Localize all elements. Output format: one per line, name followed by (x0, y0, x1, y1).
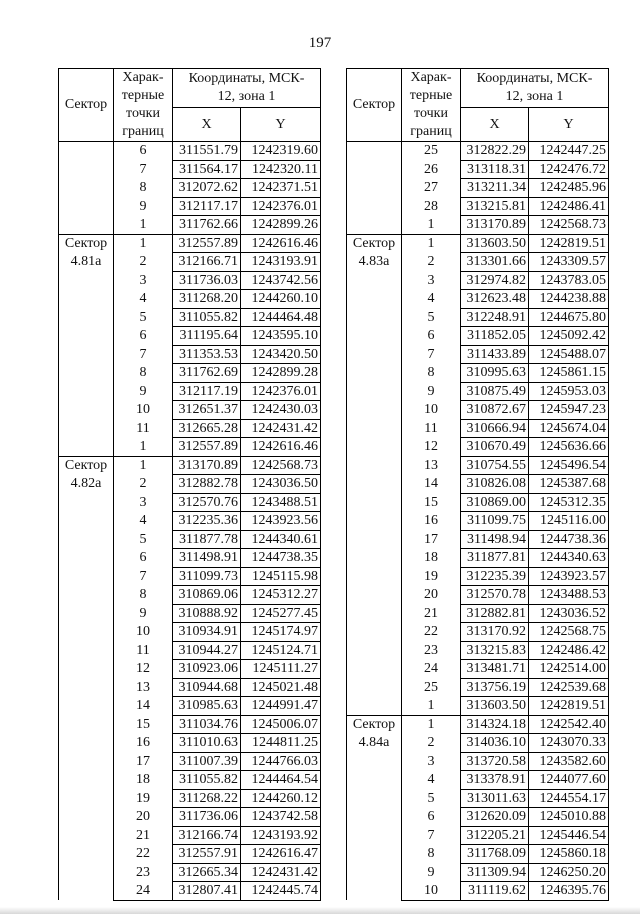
y-cell: 1244260.12 (241, 789, 321, 808)
x-cell: 312235.39 (461, 567, 529, 586)
y-cell: 1244991.47 (241, 697, 321, 716)
sector-label-line1: Сектор (352, 716, 396, 732)
x-cell: 313301.66 (461, 253, 529, 272)
point-cell: 5 (114, 308, 173, 327)
x-cell: 311877.81 (461, 549, 529, 568)
x-cell: 311309.94 (461, 863, 529, 882)
y-cell: 1245387.68 (529, 475, 609, 494)
point-cell: 12 (114, 660, 173, 679)
sector-cell (347, 142, 402, 235)
x-cell: 313756.19 (461, 678, 529, 697)
y-cell: 1243193.92 (241, 826, 321, 845)
sector-label-line2: 4.84а (358, 735, 390, 750)
y-cell: 1243923.56 (241, 512, 321, 531)
table-row (347, 234, 609, 253)
header-x: X (461, 108, 529, 142)
point-cell: 10 (114, 401, 173, 420)
point-cell: 25 (402, 678, 461, 697)
x-cell: 313720.58 (461, 752, 529, 771)
point-cell: 1 (402, 234, 461, 253)
sector-cell (59, 234, 114, 456)
y-cell: 1243036.50 (241, 475, 321, 494)
point-cell: 15 (114, 715, 173, 734)
point-cell: 6 (402, 327, 461, 346)
y-cell: 1245312.35 (529, 493, 609, 512)
sector-cell (347, 234, 402, 715)
y-cell: 1245006.07 (241, 715, 321, 734)
y-cell: 1244766.03 (241, 752, 321, 771)
x-cell: 311852.05 (461, 327, 529, 346)
y-cell: 1246250.20 (529, 863, 609, 882)
y-cell: 1242371.51 (241, 179, 321, 198)
x-cell: 311055.82 (173, 308, 241, 327)
point-cell: 14 (402, 475, 461, 494)
y-cell: 1243193.91 (241, 253, 321, 272)
point-cell: 11 (114, 641, 173, 660)
x-cell: 313481.71 (461, 660, 529, 679)
table-body-right (347, 142, 609, 901)
point-cell: 16 (402, 512, 461, 531)
y-cell: 1244464.54 (241, 771, 321, 790)
x-cell: 311551.79 (173, 142, 241, 161)
y-cell: 1245010.88 (529, 808, 609, 827)
table-row (59, 234, 321, 253)
y-cell: 1245446.54 (529, 826, 609, 845)
header-points-line4: границ (122, 124, 164, 139)
point-cell: 21 (402, 604, 461, 623)
x-cell: 312205.21 (461, 826, 529, 845)
y-cell: 1242819.51 (529, 697, 609, 716)
point-cell: 8 (402, 845, 461, 864)
y-cell: 1242568.75 (529, 623, 609, 642)
header-sector: Сектор (347, 69, 402, 142)
header-points-line2: терные (121, 88, 165, 103)
point-cell: 2 (114, 253, 173, 272)
x-cell: 312623.48 (461, 290, 529, 309)
x-cell: 311268.22 (173, 789, 241, 808)
y-cell: 1245021.48 (241, 678, 321, 697)
point-cell: 9 (114, 382, 173, 401)
x-cell: 312557.89 (173, 234, 241, 253)
x-cell: 310869.00 (461, 493, 529, 512)
point-cell: 4 (114, 290, 173, 309)
point-cell: 27 (402, 179, 461, 198)
x-cell: 311353.53 (173, 345, 241, 364)
point-cell: 9 (114, 604, 173, 623)
y-cell: 1242445.74 (241, 882, 321, 901)
x-cell: 311099.75 (461, 512, 529, 531)
point-cell: 7 (114, 160, 173, 179)
x-cell: 311055.82 (173, 771, 241, 790)
point-cell: 17 (402, 530, 461, 549)
x-cell: 310944.27 (173, 641, 241, 660)
point-cell: 1 (402, 715, 461, 734)
x-cell: 313118.31 (461, 160, 529, 179)
point-cell: 3 (114, 493, 173, 512)
y-cell: 1242616.47 (241, 845, 321, 864)
page-bottom-edge (0, 907, 640, 914)
table-row (59, 142, 321, 161)
x-cell: 312557.91 (173, 845, 241, 864)
y-cell: 1242486.42 (529, 641, 609, 660)
table-row (347, 142, 609, 161)
y-cell: 1243070.33 (529, 734, 609, 753)
point-cell: 13 (402, 456, 461, 475)
x-cell: 312248.91 (461, 308, 529, 327)
y-cell: 1245111.27 (241, 660, 321, 679)
y-cell: 1245861.15 (529, 364, 609, 383)
y-cell: 1244260.10 (241, 290, 321, 309)
y-cell: 1242319.60 (241, 142, 321, 161)
point-cell: 7 (114, 345, 173, 364)
sector-cell (59, 142, 114, 235)
x-cell: 313603.50 (461, 697, 529, 716)
y-cell: 1242568.73 (529, 216, 609, 235)
x-cell: 310934.91 (173, 623, 241, 642)
y-cell: 1244340.63 (529, 549, 609, 568)
point-cell: 20 (114, 808, 173, 827)
point-cell: 14 (114, 697, 173, 716)
x-cell: 313215.83 (461, 641, 529, 660)
y-cell: 1243420.50 (241, 345, 321, 364)
point-cell: 1 (114, 456, 173, 475)
table-body-left (59, 142, 321, 901)
point-cell: 9 (402, 863, 461, 882)
point-cell: 20 (402, 586, 461, 605)
x-cell: 312807.41 (173, 882, 241, 901)
x-cell: 312235.36 (173, 512, 241, 531)
x-cell: 312665.28 (173, 419, 241, 438)
y-cell: 1244738.35 (241, 549, 321, 568)
point-cell: 3 (402, 271, 461, 290)
point-cell: 2 (114, 475, 173, 494)
point-cell: 19 (402, 567, 461, 586)
point-cell: 6 (114, 549, 173, 568)
point-cell: 4 (402, 771, 461, 790)
x-cell: 310923.06 (173, 660, 241, 679)
x-cell: 310754.55 (461, 456, 529, 475)
header-sector: Сектор (59, 69, 114, 142)
y-cell: 1242376.01 (241, 197, 321, 216)
point-cell: 5 (402, 308, 461, 327)
point-cell: 24 (402, 660, 461, 679)
sector-cell (59, 456, 114, 900)
y-cell: 1246395.76 (529, 882, 609, 901)
y-cell: 1242542.40 (529, 715, 609, 734)
header-coordinates-line1: Координаты, МСК- (476, 71, 593, 86)
point-cell: 8 (114, 364, 173, 383)
y-cell: 1243488.53 (529, 586, 609, 605)
x-cell: 312665.34 (173, 863, 241, 882)
y-cell: 1245174.97 (241, 623, 321, 642)
x-cell: 312117.19 (173, 382, 241, 401)
x-cell: 310888.92 (173, 604, 241, 623)
y-cell: 1245860.18 (529, 845, 609, 864)
x-cell: 312620.09 (461, 808, 529, 827)
x-cell: 311736.03 (173, 271, 241, 290)
y-cell: 1243309.57 (529, 253, 609, 272)
x-cell: 310872.67 (461, 401, 529, 420)
y-cell: 1245115.98 (241, 567, 321, 586)
point-cell: 23 (114, 863, 173, 882)
x-cell: 311877.78 (173, 530, 241, 549)
y-cell: 1245947.23 (529, 401, 609, 420)
header-points-line2: терные (409, 88, 453, 103)
header-coordinates (173, 69, 321, 108)
x-cell: 310666.94 (461, 419, 529, 438)
y-cell: 1243036.52 (529, 604, 609, 623)
y-cell: 1243488.51 (241, 493, 321, 512)
header-points-line1: Харак- (410, 70, 452, 85)
y-cell: 1244811.25 (241, 734, 321, 753)
y-cell: 1245674.04 (529, 419, 609, 438)
sector-label-line2: 4.83а (358, 254, 390, 269)
y-cell: 1243595.10 (241, 327, 321, 346)
y-cell: 1242485.96 (529, 179, 609, 198)
x-cell: 314324.18 (461, 715, 529, 734)
point-cell: 1 (114, 216, 173, 235)
point-cell: 28 (402, 197, 461, 216)
x-cell: 311007.39 (173, 752, 241, 771)
x-cell: 311736.06 (173, 808, 241, 827)
x-cell: 312570.78 (461, 586, 529, 605)
header-y: Y (241, 108, 321, 142)
table-row (347, 715, 609, 734)
y-cell: 1242899.26 (241, 216, 321, 235)
x-cell: 313170.89 (173, 456, 241, 475)
point-cell: 22 (402, 623, 461, 642)
point-cell: 23 (402, 641, 461, 660)
x-cell: 313011.63 (461, 789, 529, 808)
y-cell: 1242431.42 (241, 419, 321, 438)
y-cell: 1245312.27 (241, 586, 321, 605)
point-cell: 15 (402, 493, 461, 512)
x-cell: 312822.29 (461, 142, 529, 161)
point-cell: 17 (114, 752, 173, 771)
header-coordinates (461, 69, 609, 108)
y-cell: 1242616.46 (241, 234, 321, 253)
y-cell: 1245636.66 (529, 438, 609, 457)
x-cell: 311762.69 (173, 364, 241, 383)
x-cell: 310670.49 (461, 438, 529, 457)
y-cell: 1244340.61 (241, 530, 321, 549)
x-cell: 313603.50 (461, 234, 529, 253)
header-coordinates-line1: Координаты, МСК- (188, 71, 305, 86)
y-cell: 1242899.28 (241, 364, 321, 383)
x-cell: 313211.34 (461, 179, 529, 198)
point-cell: 11 (114, 419, 173, 438)
header-x: X (173, 108, 241, 142)
y-cell: 1242376.01 (241, 382, 321, 401)
y-cell: 1243582.60 (529, 752, 609, 771)
point-cell: 19 (114, 789, 173, 808)
coordinates-table-right (346, 68, 609, 901)
x-cell: 312882.81 (461, 604, 529, 623)
point-cell: 2 (402, 734, 461, 753)
header-points (402, 69, 461, 142)
point-cell: 1 (114, 234, 173, 253)
x-cell: 311433.89 (461, 345, 529, 364)
point-cell: 3 (402, 752, 461, 771)
header-points-line3: точки (414, 106, 448, 121)
y-cell: 1242514.00 (529, 660, 609, 679)
y-cell: 1245116.00 (529, 512, 609, 531)
x-cell: 312651.37 (173, 401, 241, 420)
point-cell: 21 (114, 826, 173, 845)
point-cell: 26 (402, 160, 461, 179)
x-cell: 310875.49 (461, 382, 529, 401)
x-cell: 311099.73 (173, 567, 241, 586)
point-cell: 16 (114, 734, 173, 753)
y-cell: 1245953.03 (529, 382, 609, 401)
x-cell: 310985.63 (173, 697, 241, 716)
x-cell: 310944.68 (173, 678, 241, 697)
sector-label-line2: 4.81а (70, 254, 102, 269)
point-cell: 7 (402, 826, 461, 845)
point-cell: 12 (402, 438, 461, 457)
point-cell: 22 (114, 845, 173, 864)
y-cell: 1244238.88 (529, 290, 609, 309)
sector-cell (347, 715, 402, 900)
header-coordinates-line2: 12, зона 1 (505, 89, 564, 104)
point-cell: 1 (114, 438, 173, 457)
x-cell: 310995.63 (461, 364, 529, 383)
y-cell: 1244738.36 (529, 530, 609, 549)
x-cell: 313170.89 (461, 216, 529, 235)
point-cell: 8 (114, 586, 173, 605)
point-cell: 8 (114, 179, 173, 198)
x-cell: 310826.08 (461, 475, 529, 494)
point-cell: 18 (402, 549, 461, 568)
x-cell: 312570.76 (173, 493, 241, 512)
y-cell: 1243923.57 (529, 567, 609, 586)
y-cell: 1242320.11 (241, 160, 321, 179)
header-points (114, 69, 173, 142)
header-points-line1: Харак- (122, 70, 164, 85)
y-cell: 1242539.68 (529, 678, 609, 697)
point-cell: 25 (402, 142, 461, 161)
point-cell: 1 (402, 697, 461, 716)
y-cell: 1242616.46 (241, 438, 321, 457)
x-cell: 313215.81 (461, 197, 529, 216)
x-cell: 313378.91 (461, 771, 529, 790)
y-cell: 1244464.48 (241, 308, 321, 327)
x-cell: 312166.71 (173, 253, 241, 272)
point-cell: 3 (114, 271, 173, 290)
sector-label-line1: Сектор (352, 235, 396, 251)
sector-label-line1: Сектор (64, 235, 108, 251)
point-cell: 6 (114, 327, 173, 346)
header-points-line3: точки (126, 106, 160, 121)
x-cell: 312166.74 (173, 826, 241, 845)
y-cell: 1245092.42 (529, 327, 609, 346)
point-cell: 11 (402, 419, 461, 438)
header-coordinates-line2: 12, зона 1 (217, 89, 276, 104)
y-cell: 1242447.25 (529, 142, 609, 161)
coordinates-table-left (58, 68, 321, 901)
x-cell: 310869.06 (173, 586, 241, 605)
y-cell: 1245277.45 (241, 604, 321, 623)
x-cell: 311762.66 (173, 216, 241, 235)
x-cell: 311119.62 (461, 882, 529, 901)
point-cell: 5 (114, 530, 173, 549)
sector-label-line2: 4.82а (70, 476, 102, 491)
sector-label-line1: Сектор (64, 457, 108, 473)
point-cell: 5 (402, 789, 461, 808)
point-cell: 9 (402, 382, 461, 401)
y-cell: 1242568.73 (241, 456, 321, 475)
x-cell: 311498.91 (173, 549, 241, 568)
y-cell: 1244675.80 (529, 308, 609, 327)
x-cell: 314036.10 (461, 734, 529, 753)
y-cell: 1243783.05 (529, 271, 609, 290)
x-cell: 312974.82 (461, 271, 529, 290)
point-cell: 4 (402, 290, 461, 309)
point-cell: 6 (114, 142, 173, 161)
point-cell: 10 (114, 623, 173, 642)
point-cell: 6 (402, 808, 461, 827)
point-cell: 7 (114, 567, 173, 586)
x-cell: 313170.92 (461, 623, 529, 642)
y-cell: 1245488.07 (529, 345, 609, 364)
x-cell: 311768.09 (461, 845, 529, 864)
y-cell: 1242486.41 (529, 197, 609, 216)
point-cell: 13 (114, 678, 173, 697)
point-cell: 24 (114, 882, 173, 901)
point-cell: 7 (402, 345, 461, 364)
x-cell: 312117.17 (173, 197, 241, 216)
point-cell: 2 (402, 253, 461, 272)
point-cell: 10 (402, 882, 461, 901)
y-cell: 1244554.17 (529, 789, 609, 808)
x-cell: 311268.20 (173, 290, 241, 309)
x-cell: 311034.76 (173, 715, 241, 734)
x-cell: 311195.64 (173, 327, 241, 346)
y-cell: 1243742.58 (241, 808, 321, 827)
y-cell: 1242476.72 (529, 160, 609, 179)
y-cell: 1242431.42 (241, 863, 321, 882)
x-cell: 311564.17 (173, 160, 241, 179)
x-cell: 311010.63 (173, 734, 241, 753)
page-number: 197 (308, 35, 332, 51)
x-cell: 312072.62 (173, 179, 241, 198)
y-cell: 1244077.60 (529, 771, 609, 790)
y-cell: 1242430.03 (241, 401, 321, 420)
header-points-line4: границ (410, 124, 452, 139)
y-cell: 1242819.51 (529, 234, 609, 253)
x-cell: 311498.94 (461, 530, 529, 549)
point-cell: 18 (114, 771, 173, 790)
y-cell: 1245496.54 (529, 456, 609, 475)
x-cell: 312557.89 (173, 438, 241, 457)
point-cell: 1 (402, 216, 461, 235)
header-y: Y (529, 108, 609, 142)
point-cell: 4 (114, 512, 173, 531)
y-cell: 1243742.56 (241, 271, 321, 290)
x-cell: 312882.78 (173, 475, 241, 494)
y-cell: 1245124.71 (241, 641, 321, 660)
point-cell: 9 (114, 197, 173, 216)
point-cell: 8 (402, 364, 461, 383)
point-cell: 10 (402, 401, 461, 420)
table-row (59, 456, 321, 475)
